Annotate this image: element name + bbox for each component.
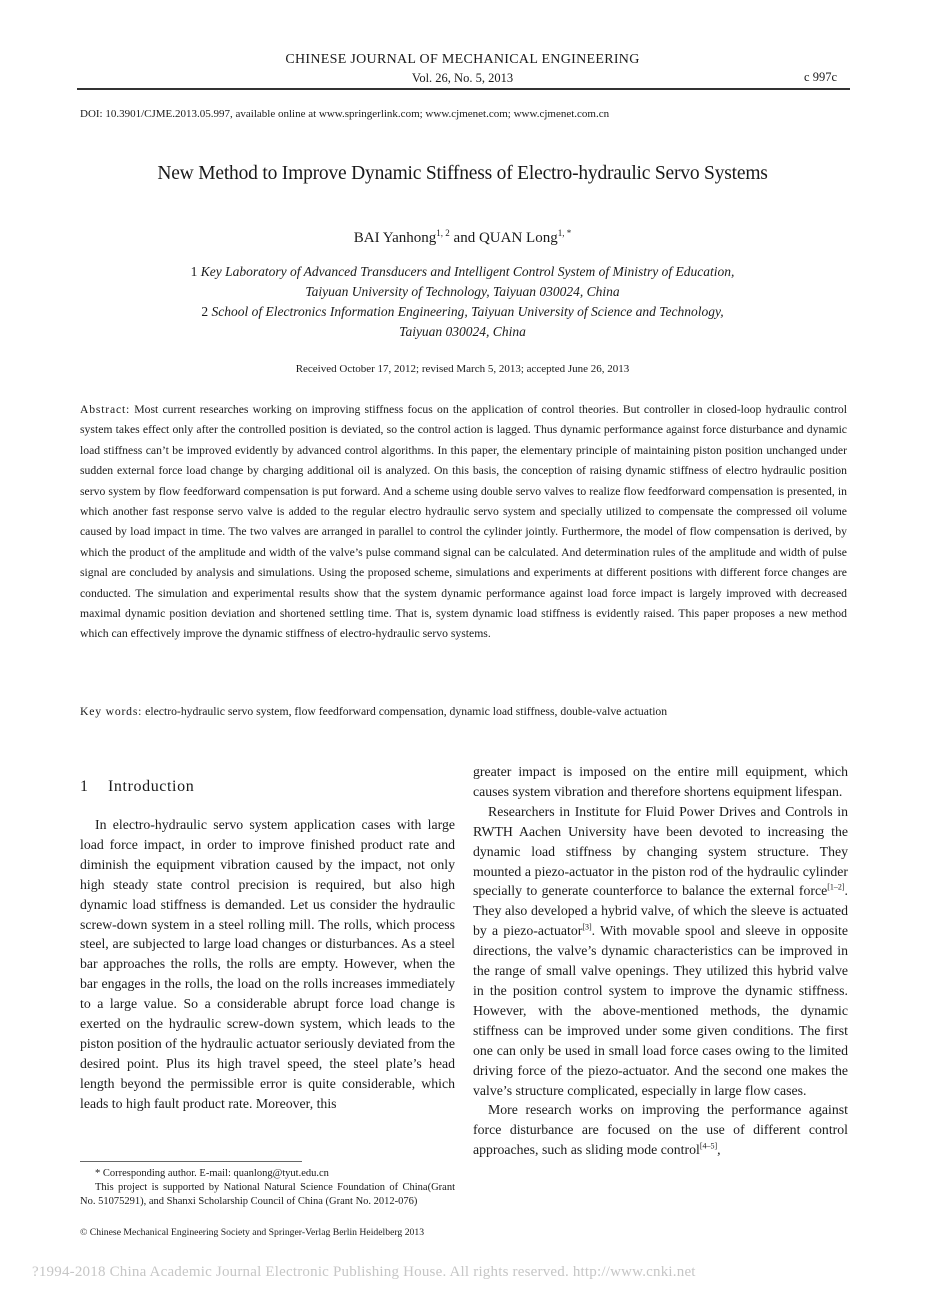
citation[interactable]: [1–2] — [827, 882, 845, 892]
keywords-label: Key words: — [80, 705, 143, 718]
paragraph — [473, 802, 848, 1101]
left-column — [80, 815, 455, 1114]
funding-note: This project is supported by National Natural Science Foundation of China(Grant No. 51075291), and Shanxi Scholarship Council of China (Grant No. 2012-076) — [80, 1182, 455, 1208]
author-and: and — [453, 230, 476, 246]
footnote-rule — [80, 1161, 302, 1162]
affil-line: Taiyuan 030024, China — [399, 324, 526, 339]
received-dates: Received October 17, 2012; revised March 5, 2013; accepted June 26, 2013 — [295, 363, 630, 375]
abstract-label: Abstract: — [80, 403, 131, 416]
footnote — [80, 1167, 455, 1209]
paragraph-text: Researchers in Institute for Fluid Power Drives and Controls in RWTH Aachen University have been devoted to increasing the dynamic load stiffness by changing system structure. They mounted a piezo-actuator in the piston rod of the hydraulic cylinder specially to generate counterforce to balance the external force — [473, 803, 848, 899]
keywords-text: electro-hydraulic servo system, flow feedforward compensation, dynamic load stiffness, double-valve actuation — [145, 705, 668, 718]
affiliation-2 — [0, 304, 925, 320]
affil-line: Taiyuan University of Technology, Taiyuan 030024, China — [305, 284, 620, 299]
paper-title: New Method to Improve Dynamic Stiffness of Electro-hydraulic Servo Systems — [157, 163, 768, 184]
author-list — [0, 228, 925, 247]
paragraph — [473, 1100, 848, 1160]
page-number: c 997c — [804, 70, 837, 84]
affiliation-2-line2 — [0, 324, 925, 340]
journal-name: CHINESE JOURNAL OF MECHANICAL ENGINEERING — [285, 52, 640, 67]
affil-number: 2 — [201, 304, 209, 319]
paragraph-text: More research works on improving the performance against force disturbance are focused on the use of different control approaches, such as sliding mode control — [473, 1102, 848, 1158]
volume-issue: Vol. 26, No. 5, 2013 — [411, 71, 514, 85]
author-name: BAI Yanhong — [353, 230, 437, 246]
paragraph: greater impact is imposed on the entire mill equipment, which causes system vibration and therefore shortens equipment lifespan. — [473, 764, 848, 799]
paragraph-text: , — [717, 1142, 721, 1158]
abstract — [80, 400, 847, 645]
citation[interactable]: [3] — [582, 922, 592, 932]
citation[interactable]: [4–5] — [699, 1141, 718, 1151]
affiliation-1-line2 — [0, 284, 925, 300]
affil-line: School of Electronics Information Engineering, Taiyuan University of Science and Technology, — [211, 304, 724, 319]
author-affil-sup: 1, * — [557, 228, 572, 238]
watermark: ?1994-2018 China Academic Journal Electronic Publishing House. All rights reserved. http://www.cnki.net — [32, 1264, 696, 1280]
header-rule — [77, 88, 850, 90]
keywords — [80, 705, 847, 718]
copyright-line: © Chinese Mechanical Engineering Society and Springer-Verlag Berlin Heidelberg 2013 — [80, 1227, 425, 1238]
paragraph-text: . They also developed a hybrid valve, of which the sleeve is actuated by a piezo-actuator — [473, 883, 848, 939]
right-column — [473, 762, 848, 1160]
affil-line: Key Laboratory of Advanced Transducers and Intelligent Control System of Ministry of Education, — [200, 264, 735, 279]
section-number: 1 — [80, 778, 88, 795]
abstract-text: Most current researches working on improving stiffness focus on the application of control theories. But controller in closed-loop hydraulic control system takes effect only after the controlled position is deviated, so the control action is lagged. Thus dynamic performance against force disturbance and dynamic load stiffness can’t be improved evidently by advanced control algorithms. In this paper, the elementary principle of maintaining piston position unchanged under sudden external force load change by charging additional oil is analyzed. On this basis, the conception of raising dynamic stiffness of electro hydraulic position servo system by flow feedforward compensation is put forward. And a scheme using double servo valves to realize flow feedforward compensation is presented, in which another fast response servo valve is added to the regular electro hydraulic servo system and specially utilized to compensate the compressed oil volume caused by load impact in time. The two valves are arranged in parallel to control the cylinder jointly. Furthermore, the model of flow compensation is derived, by which the product of the amplitude and width of the valve’s pulse command signal can be calculated. And determination rules of the amplitude and width of pulse signal are concluded by analysis and simulations. Using the proposed scheme, simulations and experiments at different positions with different force changes are conducted. The simulation and experimental results show that the system dynamic performance against load force impact is largely improved with decreased maximal dynamic position deviation and shortened settling time. That is, system dynamic load stiffness is evidently raised. This paper proposes a new method which can effectively improve the dynamic stiffness of electro-hydraulic servo systems. — [80, 403, 848, 641]
author-affil-sup: 1, 2 — [436, 228, 450, 238]
doi-line: DOI: 10.3901/CJME.2013.05.997, available online at www.springerlink.com; www.cjmenet.com; www.cjmenet.com.cn — [80, 108, 610, 120]
paragraph-text: . With movable spool and sleeve in opposite directions, the valve’s dynamic characteristics can be improved in the range of small valve openings. They utilized this hybrid valve in the position control system to improve the dynamic stiffness. However, with the above-mentioned methods, the dynamic stiffness can be improved under some given conditions. The first one can only be used in small load force cases owing to the limited driving force of the piezo-actuator. And the second one makes the valve’s structure complicated, especially in large flow cases. — [473, 923, 848, 1098]
section-title: Introduction — [108, 778, 195, 795]
paragraph: In electro-hydraulic servo system application cases with large load force impact, in order to improve finished product rate and diminish the equipment vibration caused by the impact, not only high steady state control precision is required, but also high dynamic load stiffness is demanded. Let us consider the hydraulic screw-down system in a steel rolling mill. The rolls, which process steel, are subjected to large load changes or disturbances. As a steel bar approaches the rolls, the rolls are empty. However, when the bar engages in the rolls, the load on the rolls increases immediately to a large value. So a considerable abrupt force load change is exerted on the hydraulic screw-down system, which leads to the piston position of the hydraulic actuator seriously deviated from the desired point. Plus its high travel speed, the steel plate’s head length beyond the permissible error is quite considerable, which leads to high fault product rate. Moreover, this — [80, 817, 455, 1111]
corresponding-author: * Corresponding author. E-mail: quanlong@tyut.edu.cn — [95, 1168, 329, 1179]
affil-number: 1 — [190, 264, 198, 279]
author-name: QUAN Long — [478, 230, 558, 246]
affiliation-1 — [0, 264, 925, 280]
